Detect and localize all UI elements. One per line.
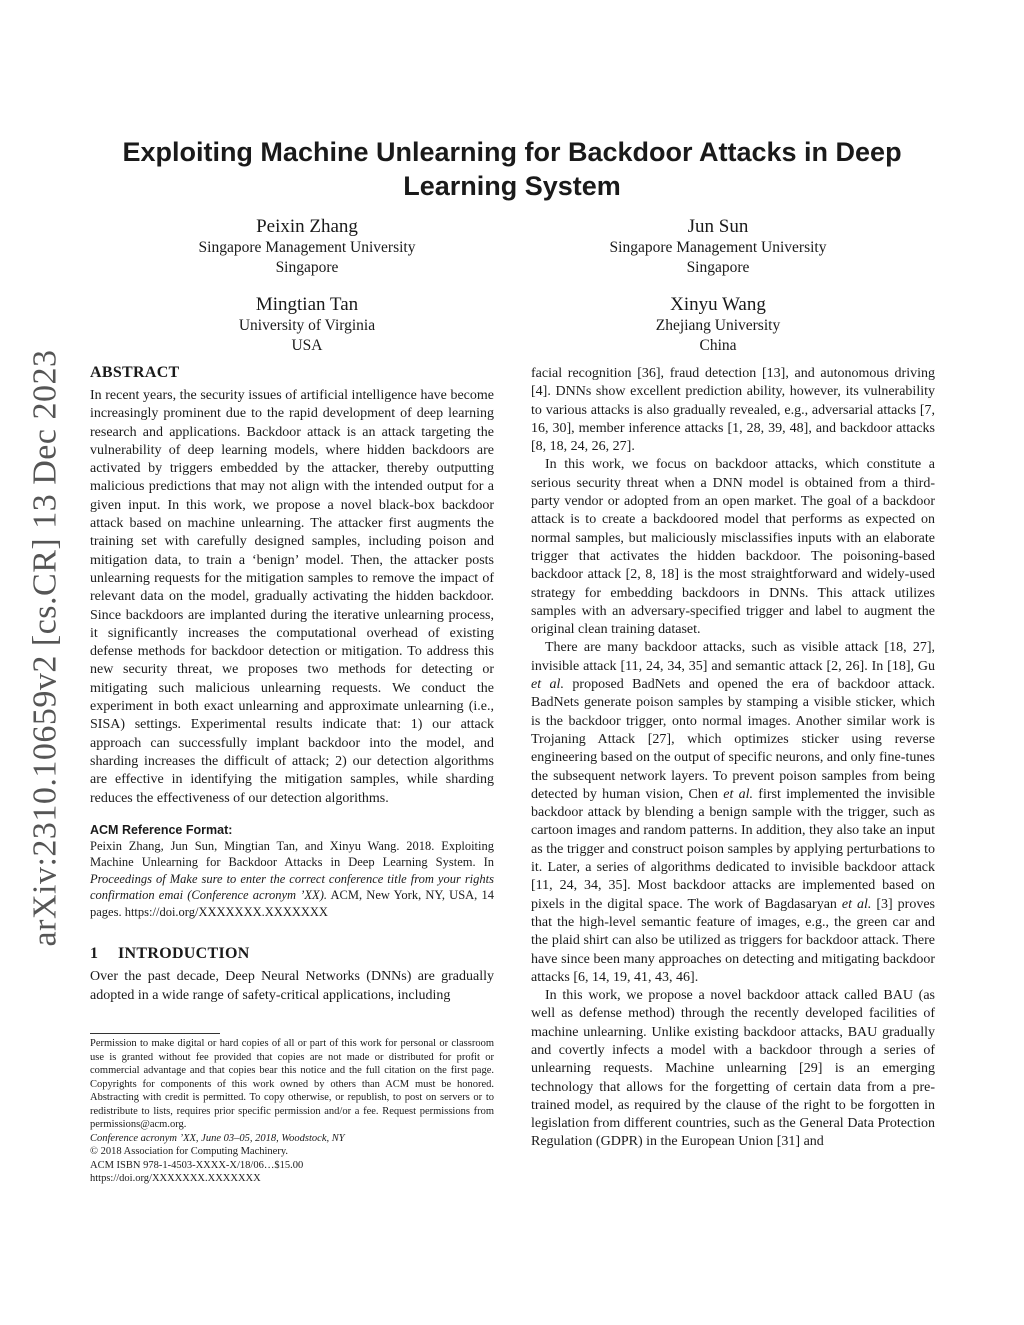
footnote-rule: [90, 1033, 220, 1034]
reference-italic: Proceedings of Make sure to enter the correct conference title from your rights confirmation emai (Conference acronym ’XX).: [90, 871, 494, 903]
author-location: USA: [291, 337, 323, 354]
p3-part-c: first implemented the invisible backdoor attack by blending a benign sample with the trigger, such as cartoon images and random patterns. In addition, they also take an input as the trigger and construct poison samples by applying perturbations to it. Later, a series of algorithms dedicated to invisible backdoor attack [11, 24, 34, 35]. Most backdoor attacks are implemented based on pixels in the digital space. The work of Bagdasaryan: [531, 786, 935, 912]
left-column: [90, 363, 494, 1005]
reference-format-text: [90, 838, 494, 921]
isbn: ACM ISBN 978-1-4503-XXXX-X/18/06…$15.00: [90, 1159, 304, 1171]
right-column: [531, 365, 935, 1152]
abstract-text: In recent years, the security issues of artificial intelligence have become increasingly prominent due to the rapid development of deep learning research and applications. Backdoor attack is an attack targeting the vulnerability of deep learning models, where hidden backdoors are activated by triggers embedded by the attacker, thereby outputting malicious predictions that may not align with the intended output for a given input. In this work, we propose a novel black-box backdoor attack based on machine unlearning. The attacker first augments the training set with carefully designed samples, including poison and mitigation data, to train a ‘benign’ model. Then, the attacker posts unlearning requests for the mitigation samples to remove the impact of relevant data on the model, gradually activating the hidden backdoor. Since backdoors are implanted during the iterative unlearning process, it significantly increases the computational overhead of existing defense methods for backdoor detection or mitigation. To address this new security threat, we proposes two methods for detecting or mitigating such malicious unlearning requests. We conduct the experiment in both exact unlearning and approximate unlearning (i.e., SISA) settings. Experimental results indicate that: 1) our attack approach can successfully implant backdoor into the model, and sharding increases the difficult of attack; 2) our detection algorithms are effective in identifying the mitigation samples, while sharding reduces the effectiveness of our detection algorithms.: [90, 388, 494, 806]
doi: https://doi.org/XXXXXXX.XXXXXXX: [90, 1173, 261, 1184]
introduction-heading: [90, 944, 494, 964]
author-affiliation: University of Virginia: [238, 317, 376, 334]
author-name: Mingtian Tan: [255, 294, 359, 315]
paper-title: Exploiting Machine Unlearning for Backdoor Attacks in Deep Learning System: [122, 137, 902, 201]
author-affiliation: Singapore Management University: [609, 239, 827, 256]
intro-paragraph-4: In this work, we propose a novel backdoor attack called BAU (as well as defense method) through the recently developed facilities of machine unlearning. Unlike existing backdoor attacks, BAU gradually and covertly infects a model with a backdoor through a series of unlearning requests. Machine unlearning [29] is an emerging technology that allows for the forgetting of certain data from a pre-trained model, as required by the clause of the right to be forgotten in legislation from different countries, such as the General Data Protection Regulation (GDPR) in the European Union [31] and: [531, 988, 935, 1150]
author-block-4: [548, 294, 888, 356]
reference-end: ACM, New York, NY, USA, 14 pages. https://doi.org/XXXXXXX.XXXXXXX: [90, 888, 494, 919]
reference-plain: Peixin Zhang, Jun Sun, Mingtian Tan, and Xinyu Wang. 2018. Exploiting Machine Unlearning for Backdoor Attacks in Deep Learning System. In: [90, 838, 494, 870]
intro-paragraph-3: [531, 639, 935, 987]
intro-paragraph-1-continued: facial recognition [36], fraud detection [13], and autonomous driving [4]. DNNs show excellent prediction ability, however, its vulnerability to various attacks is also gradually revealed, e.g., adversarial attacks [7, 16, 30], member inference attacks [1, 28, 39, 48], and backdoor attacks [8, 18, 24, 26, 27].: [531, 366, 935, 455]
reference-format-heading: ACM Reference Format:: [90, 822, 233, 837]
author-name: Jun Sun: [687, 216, 749, 237]
author-location: Singapore: [275, 259, 339, 276]
author-name: Xinyu Wang: [670, 294, 766, 315]
p3-part-a: There are many backdoor attacks, such as visible attack [18, 27], invisible attack [11, 24, 34, 35] and semantic attack [2, 26]. In [18], Gu: [531, 640, 935, 674]
abstract-heading: ABSTRACT: [90, 364, 180, 381]
et-al: et al.: [841, 896, 872, 912]
footnote: [90, 1037, 494, 1186]
p3-part-b: proposed BadNets and opened the era of backdoor attack. BadNets generate poison samples by stamping a visible sticker, which is the backdoor trigger, onto normal images. Another similar work is Trojaning Attack [27], which optimizes sticker using reverse engineering based on the output of specific neurons, and only fine-tunes the subsequent network layers. To prevent poison samples from being detected by human vision, Chen: [531, 677, 936, 802]
author-affiliation: Zhejiang University: [655, 317, 781, 334]
author-location: Singapore: [686, 259, 750, 276]
arxiv-identifier-text: arXiv:2310.10659v2 [cs.CR] 13 Dec 2023: [26, 349, 64, 947]
et-al: et al.: [531, 677, 564, 693]
author-block-3: [137, 294, 477, 356]
author-affiliation: Singapore Management University: [198, 239, 416, 256]
author-block-1: [137, 216, 477, 278]
copyright-notice: © 2018 Association for Computing Machinery.: [90, 1146, 289, 1157]
section-title: INTRODUCTION: [118, 945, 250, 963]
author-location: China: [699, 337, 737, 354]
author-block-2: [548, 216, 888, 278]
permission-notice: Permission to make digital or hard copies of all or part of this work for personal or classroom use is granted without fee provided that copies are not made or distributed for profit or commercial advantage and that copies bear this notice and the full citation on the first page. Copyrights for components of this work owned by others than ACM must be honored. Abstracting with credit is permitted. To copy otherwise, or republish, to post on servers or to redistribute to lists, requires prior specific permission and/or a fee. Request permissions from permissions@acm.org.: [90, 1038, 494, 1130]
intro-paragraph-2: In this work, we focus on backdoor attacks, which constitute a serious security threat when a DNN model is obtained from a third-party vendor or adopted from an open market. The goal of a backdoor attack is to create a backdoored model that performs as expected on normal samples, but maliciously misclassifies inputs with an elaborate trigger that activates the hidden backdoor. The poisoning-based backdoor attack [2, 8, 18] is the most straightforward and widely-used strategy for embedding backdoors in DNNs. This attack utilizes samples with an adversary-specified trigger and label to augment the original clean training dataset.: [531, 457, 935, 638]
author-name: Peixin Zhang: [256, 216, 358, 237]
conference-info: Conference acronym ’XX, June 03–05, 2018, Woodstock, NY: [90, 1132, 345, 1144]
et-al: et al.: [723, 786, 754, 802]
section-number: 1: [90, 945, 99, 963]
intro-paragraph-1: Over the past decade, Deep Neural Networks (DNNs) are gradually adopted in a wide range of safety-critical applications, including: [90, 969, 494, 1003]
p3-part-d: [3] proves that the high-level semantic feature of images, e.g., the green car and the plaid shirt can also be utilized as triggers for backdoor attack. There have since been many approaches on detecting and mitigating backdoor attacks [6, 14, 19, 41, 43, 46].: [531, 896, 935, 985]
arxiv-identifier: [26, 349, 64, 947]
